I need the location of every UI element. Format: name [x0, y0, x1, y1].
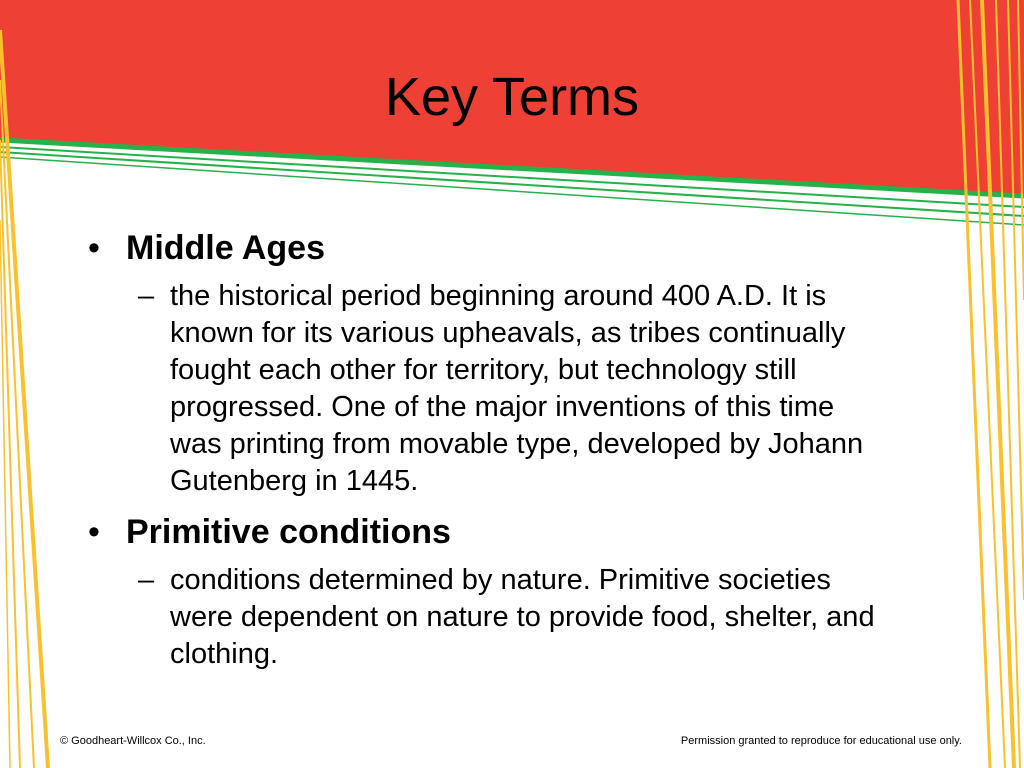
term-label: Primitive conditions: [126, 513, 451, 551]
term-list: [88, 226, 928, 683]
definition-text: conditions determined by nature. Primitive societies were dependent on nature to provide food, shelter, and clothing.: [170, 564, 875, 670]
term-middle-ages: [88, 226, 928, 270]
definition-text: the historical period beginning around 400 A.D. It is known for its various upheavals, as tribes continually fought each other for territory, but technology still progressed. One of the major inventions of this time was printing from movable type, developed by Johann Gutenberg in 1445.: [170, 280, 864, 497]
definition-middle-ages: [138, 278, 878, 500]
bullet: •: [88, 229, 100, 267]
footer-permission: Permission granted to reproduce for educational use only.: [680, 735, 962, 747]
definition-primitive-conditions: [138, 562, 878, 673]
term-label: Middle Ages: [126, 229, 325, 267]
dash: –: [138, 280, 155, 312]
footer-copyright: © Goodheart-Willcox Co., Inc.: [60, 735, 206, 747]
term-primitive-conditions: [88, 510, 928, 554]
dash: –: [138, 564, 155, 596]
slide-title: Key Terms: [384, 67, 640, 127]
bullet: •: [88, 513, 100, 551]
